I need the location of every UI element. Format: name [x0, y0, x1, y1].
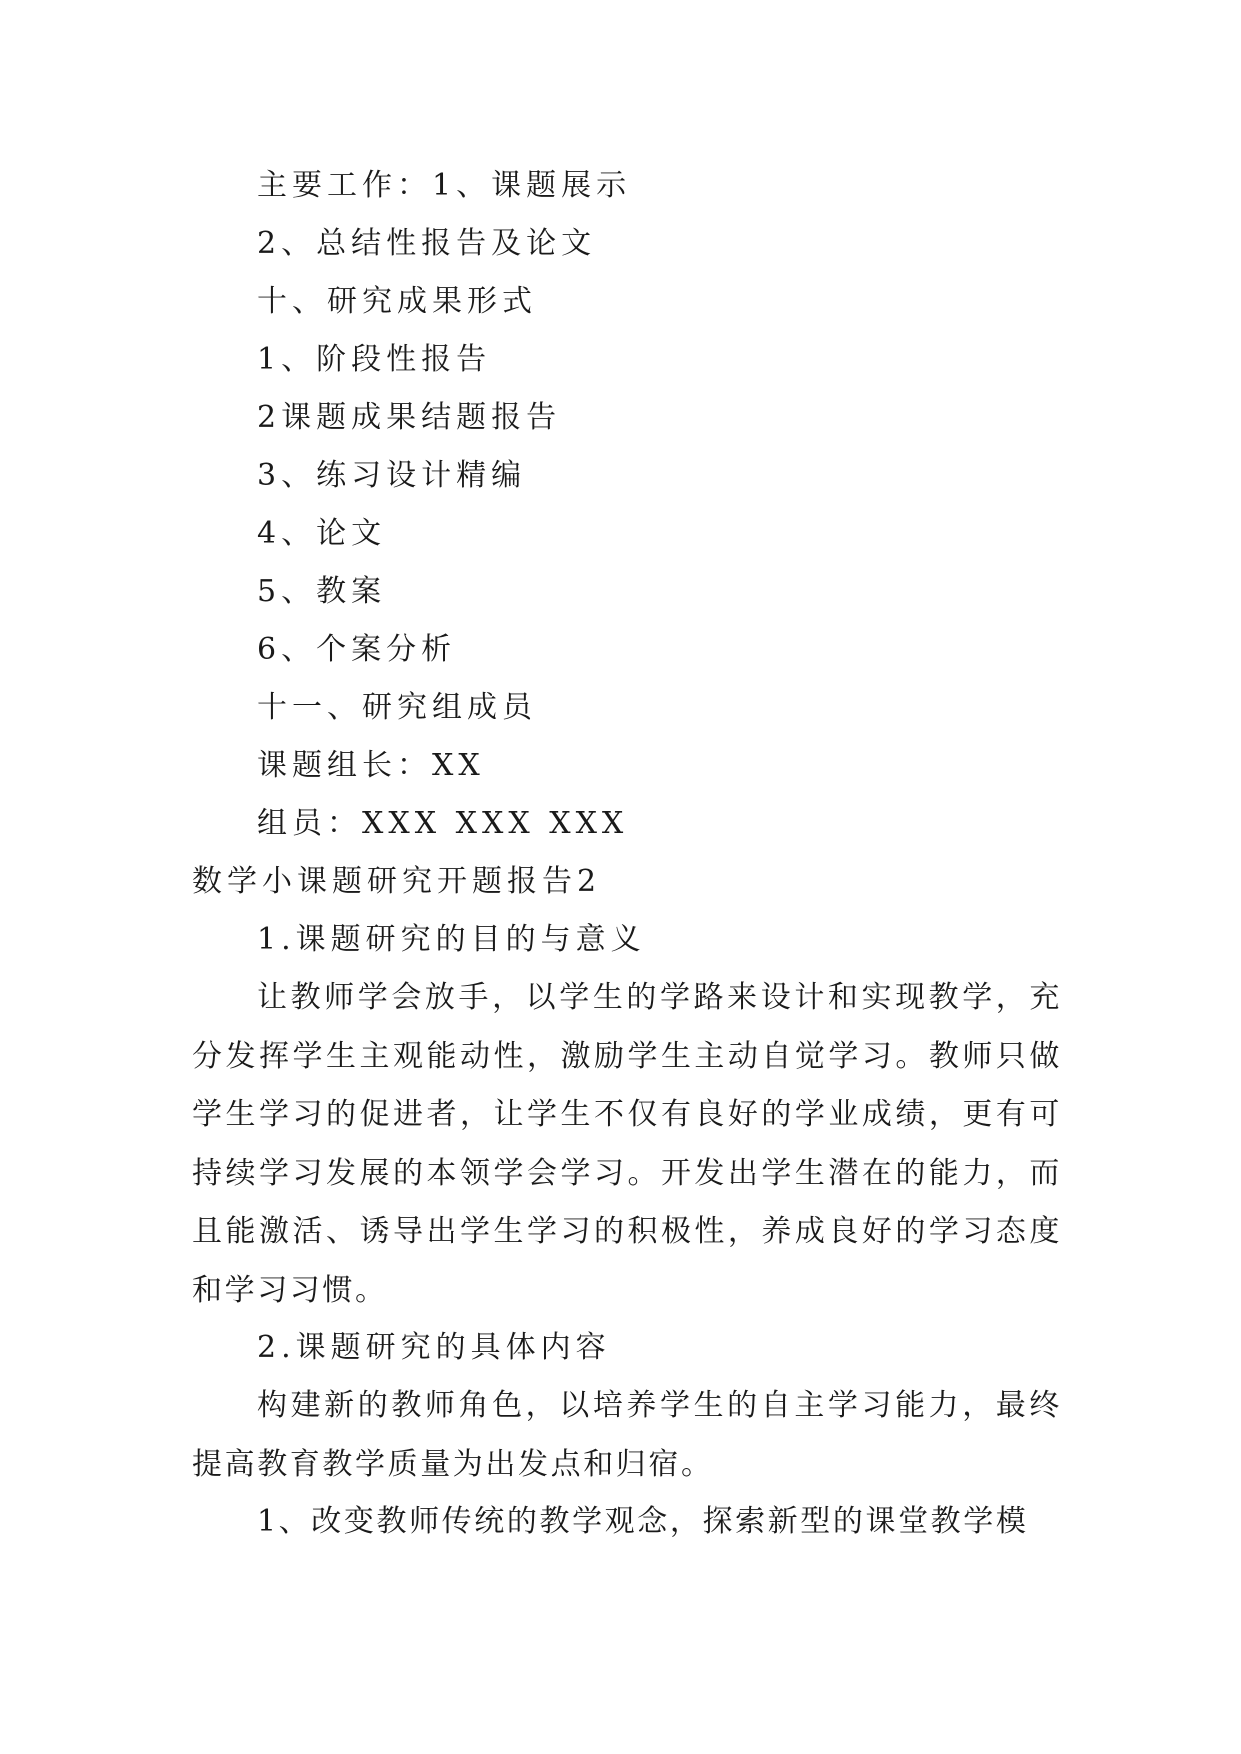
result-item-1: 1、阶段性报告 — [257, 342, 492, 377]
result-item-6: 6、个案分析 — [257, 632, 457, 667]
result-item-2: 2课题成果结题报告 — [257, 400, 562, 435]
group-members-line: 组员：XXX XXX XXX — [257, 806, 629, 841]
purpose-heading: 1.课题研究的目的与意义 — [257, 922, 646, 957]
content-item-1: 1、改变教师传统的教学观念，探索新型的课堂教学模 — [257, 1504, 1029, 1539]
group-leader-line: 课题组长：XX — [257, 748, 485, 783]
section-ten-heading: 十、研究成果形式 — [257, 284, 537, 319]
report-2-title: 数学小课题研究开题报告2 — [192, 864, 602, 899]
main-work-line: 主要工作：1、课题展示 — [257, 168, 632, 203]
result-item-5: 5、教案 — [257, 574, 387, 609]
purpose-paragraph: 让教师学会放手，以学生的学路来设计和实现教学，充分发挥学生主观能动性，激励学生主动自觉学习。教师只做学生学习的促进者，让学生不仅有良好的学业成绩，更有可持续学习发展的本领学会学习。开发出学生潜在的能力，而且能激活、诱导出学生学习的积极性，养成良好的学习态度和学习习惯。 — [192, 980, 1062, 1308]
result-item-3: 3、练习设计精编 — [257, 458, 527, 493]
content-paragraph: 构建新的教师角色，以培养学生的自主学习能力，最终提高教育教学质量为出发点和归宿。 — [192, 1388, 1062, 1482]
result-item-4: 4、论文 — [257, 516, 387, 551]
summary-report-line: 2、总结性报告及论文 — [257, 226, 597, 261]
section-eleven-heading: 十一、研究组成员 — [257, 690, 537, 725]
content-heading: 2.课题研究的具体内容 — [257, 1330, 611, 1365]
